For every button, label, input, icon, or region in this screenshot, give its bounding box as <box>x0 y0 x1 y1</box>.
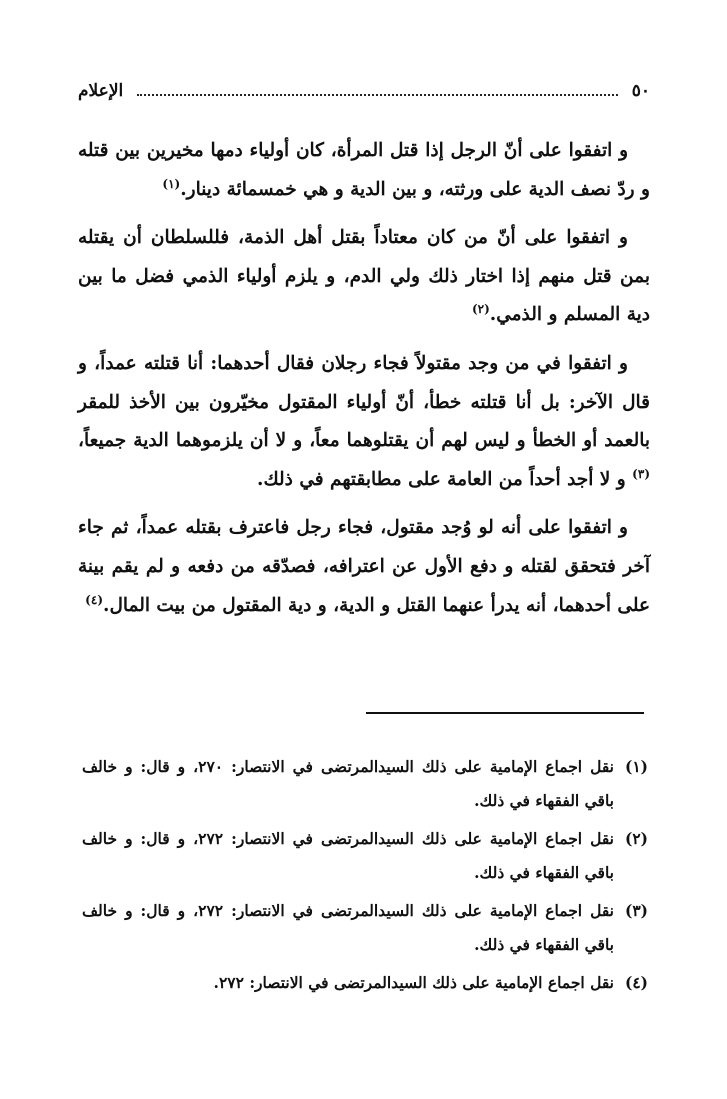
running-title: الإعلام <box>78 81 124 101</box>
footnote <box>82 822 648 890</box>
footnote-ref: (٤) <box>85 592 103 607</box>
paragraph-text-continued: و لا أجد أحداً من العامة على مطابقتهم في ذلك. <box>257 468 633 490</box>
footnote-number: (٤) <box>624 973 648 992</box>
footnote-number: (٣) <box>624 901 648 920</box>
paragraph-text: و اتفقوا على أنه لو وُجد مقتول، فجاء رجل فاعترف بقتله عمداً، ثم جاء آخر فتحقق لقتله و دفع الأول عن اعترافه، فصدّقه من دفعه و لم يقم بينة على أحدهما، أنه يدرأ عنهما القتل و الدية، و دية المقتول من بيت المال. <box>78 517 650 616</box>
footnote <box>82 750 648 818</box>
page-number: ٥٠ <box>631 81 650 101</box>
header-dotted-leader <box>137 94 618 96</box>
footnote-text: نقل اجماع الإمامية على ذلك السيدالمرتضى في الانتصار: ٢٧٢، و قال: و خالف باقي الفقهاء في ذلك. <box>82 901 614 954</box>
paragraph-text: و اتفقوا على أنّ من كان معتاداً بقتل أهل الذمة، فللسلطان أن يقتله بمن قتل منهم إذا اختار ذلك ولي الدم، و يلزم أولياء الذمي فضل ما بين دية المسلم و الذمي. <box>78 227 650 326</box>
footnote <box>82 894 648 962</box>
footnote-ref: (٢) <box>471 302 490 317</box>
footnote-number: (٢) <box>624 829 648 848</box>
paragraph <box>78 345 650 499</box>
footnotes <box>82 750 648 1004</box>
footnote-text: نقل اجماع الإمامية على ذلك السيدالمرتضى في الانتصار: ٢٧٢، و قال: و خالف باقي الفقهاء في ذلك. <box>82 829 614 882</box>
paragraph <box>78 219 650 335</box>
paragraph-text: و اتفقوا في من وجد مقتولاً فجاء رجلان فقال أحدهما: أنا قتلته عمداً، و قال الآخر: بل أنا قتلته خطأ، أنّ أولياء المقتول مخيّرون بين الأخذ للمقر بالعمد أو الخطأ و ليس لهم أن يقتلوهما معاً، و لا أن يلزموهما الدية جميعاً، <box>78 352 650 452</box>
paragraph <box>78 132 650 209</box>
footnote-number: (١) <box>624 757 648 776</box>
paragraph-text: و اتفقوا على أنّ الرجل إذا قتل المرأة، كان أولياء دمها مخيرين بين قتله و ردّ نصف الدية على ورثته، و بين الدية و هي خمسمائة دينار. <box>78 140 650 200</box>
footnote <box>82 966 648 1000</box>
page-header <box>78 76 650 106</box>
footnote-text: نقل اجماع الإمامية على ذلك السيدالمرتضى في الانتصار: ٢٧٢. <box>213 973 614 992</box>
footnote-ref: (١) <box>162 176 181 191</box>
footnote-text: نقل اجماع الإمامية على ذلك السيدالمرتضى في الانتصار: ٢٧٠، و قال: و خالف باقي الفقهاء في ذلك. <box>82 757 614 810</box>
paragraph <box>78 509 650 625</box>
main-text <box>78 132 650 635</box>
footnote-separator <box>366 712 644 714</box>
footnote-ref: (٣) <box>632 466 650 481</box>
